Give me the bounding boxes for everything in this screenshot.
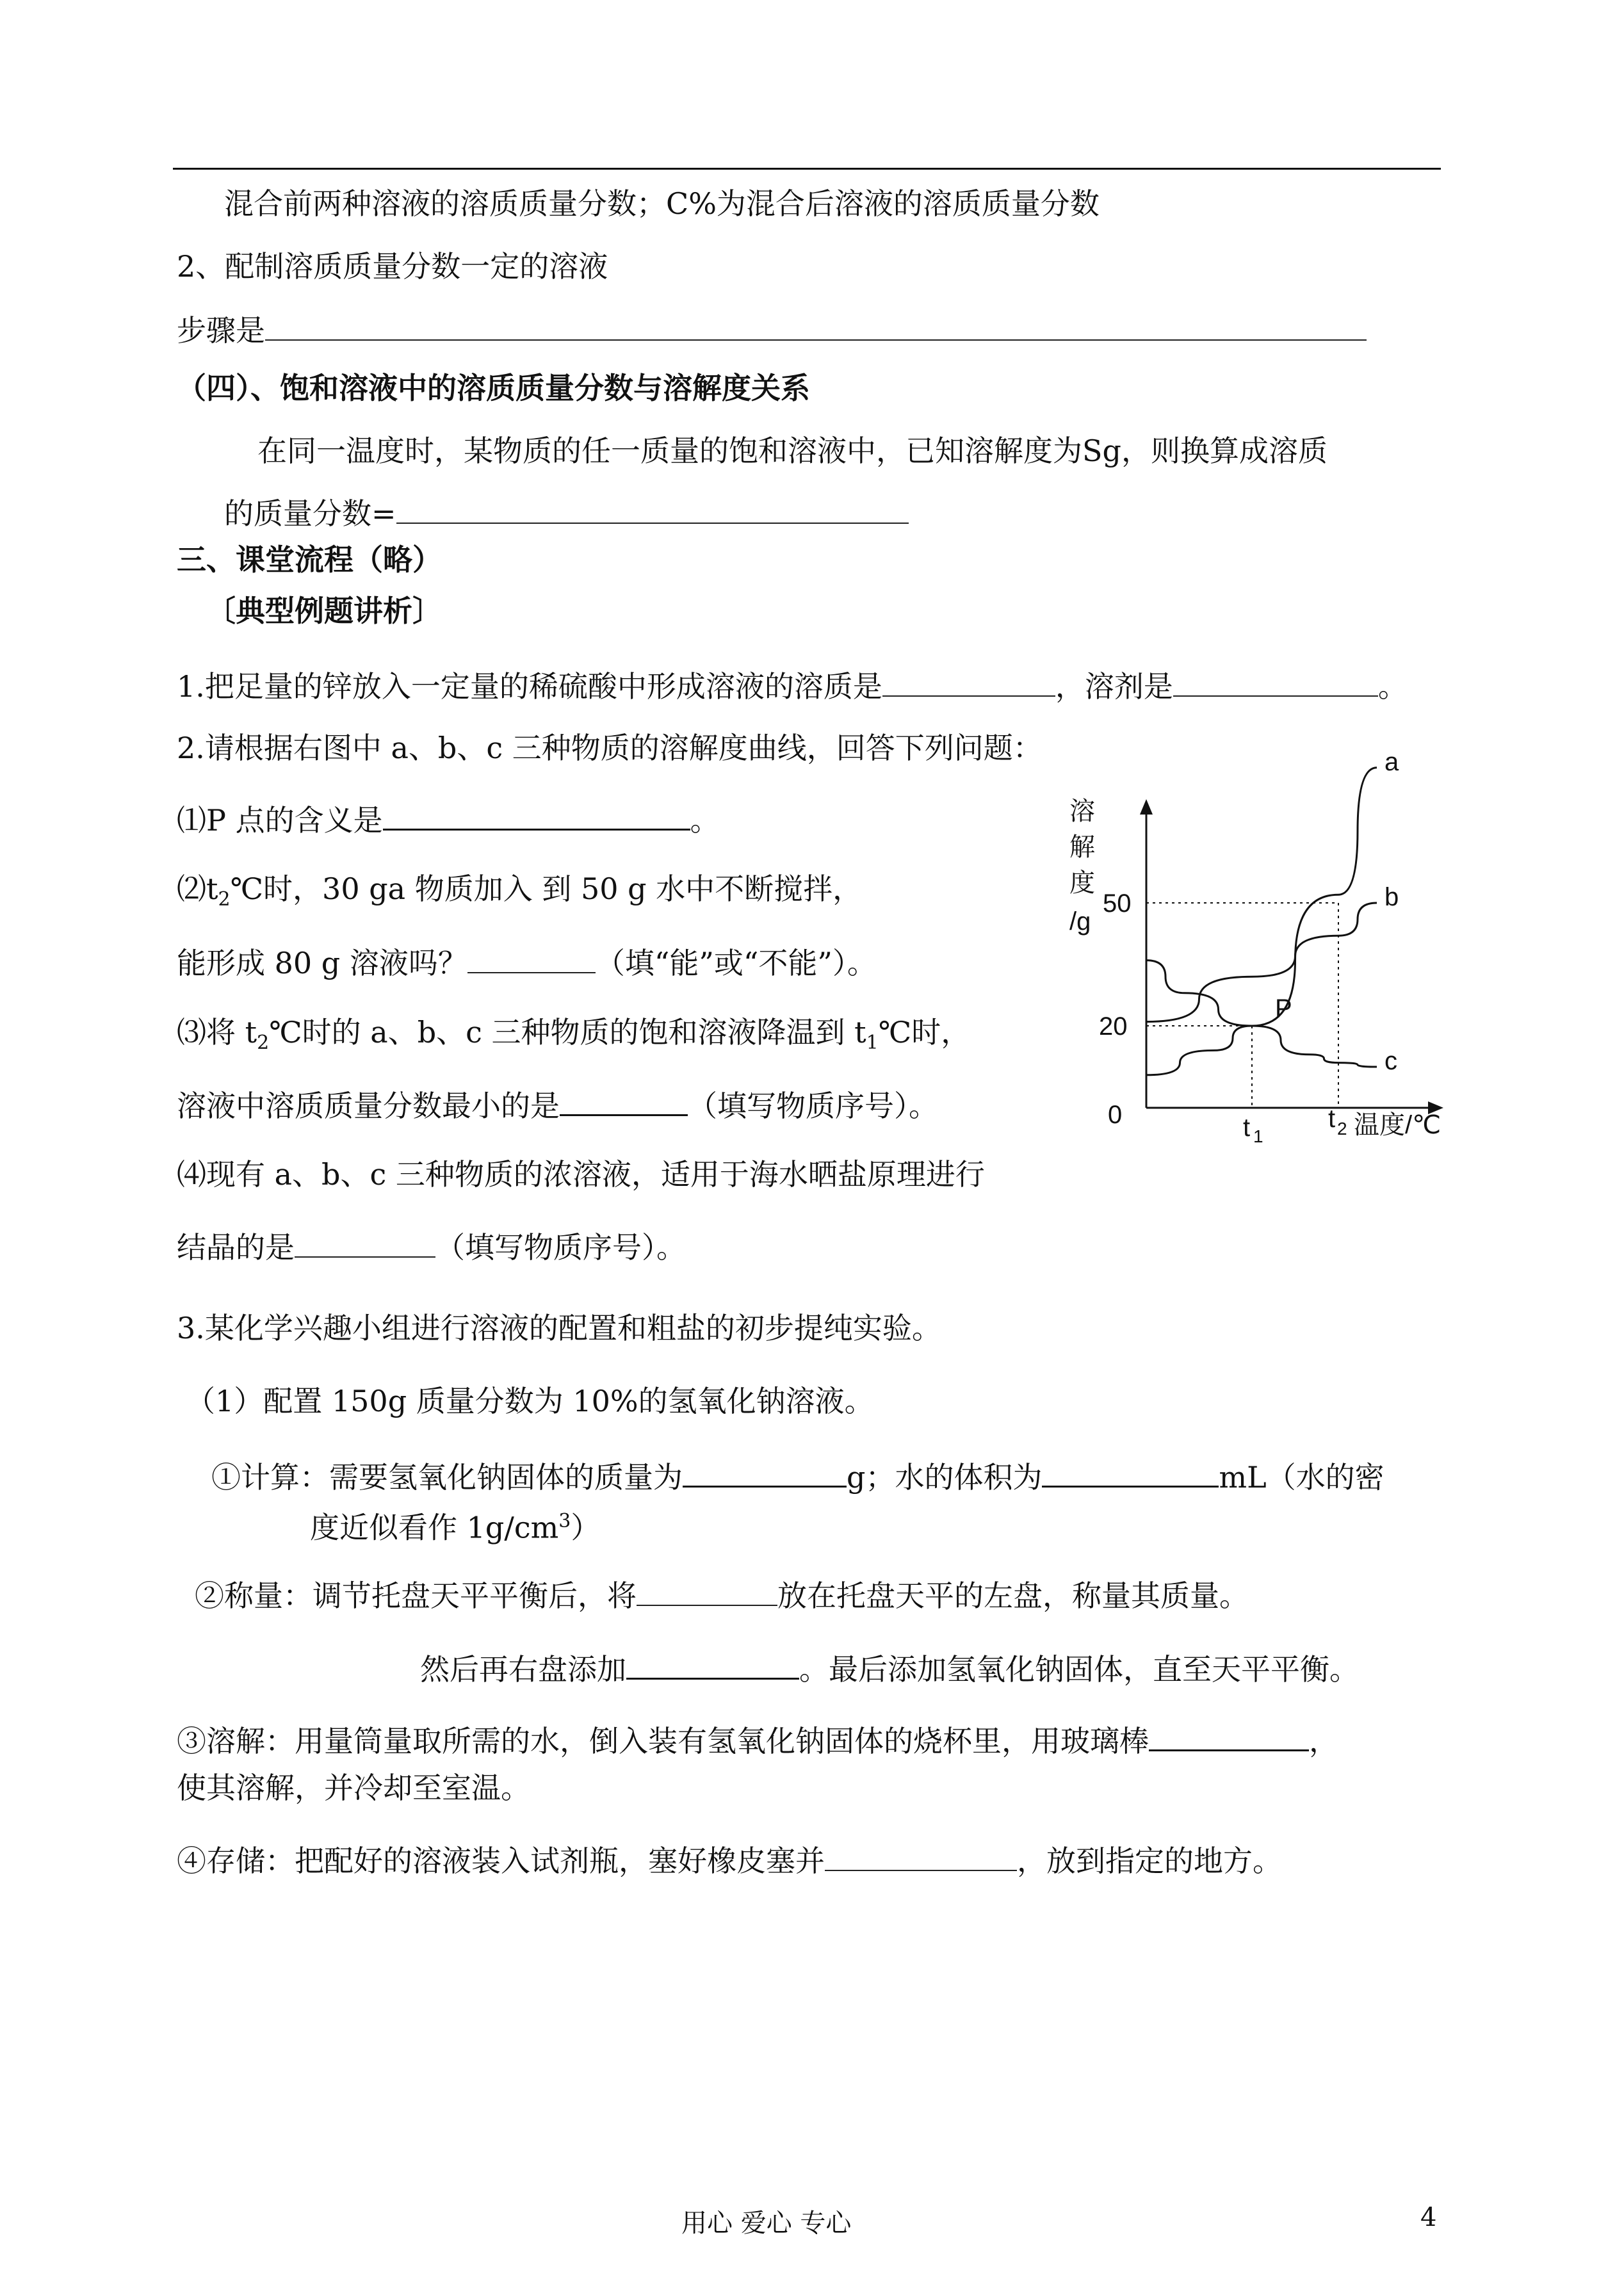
q1-solvent-blank[interactable] [1173,667,1378,697]
curve-label-c: c [1384,1047,1397,1075]
page-number: 4 [1420,2203,1437,2232]
mass-fraction-blank[interactable] [396,494,909,524]
q3-dissolve: ③溶解：用量筒量取所需的水，倒入装有氢氧化钠固体的烧杯里，用玻璃棒 ， [177,1721,1338,1759]
y-tick-label: 50 [1103,889,1132,918]
intro-line-2: 2、配制溶质质量分数一定的溶液 [177,249,608,284]
footer-motto: 用心 爱心 专心 [681,2209,852,2238]
q2-sub-2: $⑵t_2℃$时，30 ga 物质加入 到 50 g 水中不断搅拌， [177,872,863,911]
q2-sub-4-cont: 结晶的是 （填写物质序号）。 [177,1228,686,1265]
x-tick-t1-sub: 1 [1253,1126,1263,1146]
q3-label-blank[interactable] [825,1842,1017,1871]
y-tick-label: 20 [1099,1012,1128,1041]
q3-weigh-item-blank[interactable] [637,1577,777,1606]
q2-can-form-blank[interactable] [467,944,596,973]
x-axis-label: 温度/℃ [1354,1111,1441,1139]
y-axis-label-char: 度 [1069,869,1095,897]
section4-para-1: 在同一温度时，某物质的任一质量的饱和溶液中，已知溶解度为Sg，则换算成溶质 [257,434,1328,468]
y-tick-label: 0 [1108,1101,1123,1129]
q3-weigh: ②称量：调节托盘天平平衡后，将 放在托盘天平的左盘，称量其质量。 [195,1577,1249,1614]
q1-solute-blank[interactable] [882,667,1055,697]
q2-sub-4: ⑷现有 a、b、c 三种物质的浓溶液，适用于海水晒盐原理进行 [177,1157,985,1192]
q2-smallest-fraction-blank[interactable] [560,1086,688,1116]
q2-crystallize-blank[interactable] [295,1228,435,1258]
q3-calc-cont: 度近似看作 $1g/cm^3$） [310,1510,601,1545]
curve-label-b: b [1384,883,1399,911]
solubility-chart [1063,747,1460,1153]
curve-label-a: a [1384,747,1399,776]
steps-blank[interactable] [265,311,1367,341]
question-2-stem: 2.请根据右图中 a、b、c 三种物质的溶解度曲线，回答下列问题： [177,731,1043,765]
y-axis-arrow [1140,799,1153,815]
header-rule [173,168,1441,170]
q3-right-pan-blank[interactable] [626,1650,799,1680]
x-tick-t2-sub: 2 [1337,1119,1347,1139]
y-axis-label-char: 溶 [1069,797,1095,825]
question-1: 1.把足量的锌放入一定量的稀硫酸中形成溶液的溶质是 ，溶剂是 。 [177,667,1408,704]
q3-weigh-cont: 然后再右盘添加 。最后添加氢氧化钠固体，直至天平平衡。 [420,1650,1359,1687]
curve-b [1146,903,1377,1022]
intro-line-1: 混合前两种溶液的溶质质量分数；C%为混合后溶液的溶质质量分数 [224,186,1100,221]
q2-sub-1: ⑴P 点的含义是 。 [177,800,720,838]
q2-p-meaning-blank[interactable] [383,800,690,831]
question-3-stem: 3.某化学兴趣小组进行溶液的配置和粗盐的初步提纯实验。 [177,1311,941,1345]
section4-heading: （四）、饱和溶液中的溶质质量分数与溶解度关系 [177,371,810,405]
q3-dissolve-cont: 使其溶解，并冷却至室温。 [177,1771,530,1805]
q3-calc: ①计算：需要氢氧化钠固体的质量为 g；水的体积为 mL（水的密 [211,1457,1384,1495]
x-tick-t2: t [1328,1105,1336,1133]
steps-line: 步骤是 [177,311,1367,348]
q3-store: ④存储：把配好的溶液装入试剂瓶，塞好橡皮塞并 ，放到指定的地方。 [177,1842,1282,1879]
q3-naoh-mass-blank[interactable] [683,1457,847,1488]
q3-part-1: （1）配置 150g 质量分数为 10%的氢氧化钠溶液。 [186,1384,874,1418]
section3-subheading: 〔典型例题讲析〕 [206,594,442,628]
q2-sub-2-cont: 能形成 80 g 溶液吗？ （填“能”或“不能”）。 [177,944,877,981]
q3-stir-blank[interactable] [1149,1721,1309,1751]
point-p-label: P [1275,994,1292,1023]
curve-a [1146,768,1377,1075]
q2-sub-3-cont: 溶液中溶质质量分数最小的是 （填写物质序号）。 [177,1086,938,1124]
y-axis-label-char: 解 [1069,833,1095,861]
y-axis-label-unit: /g [1069,907,1091,936]
q2-sub-3: ⑶将 $t_2℃$时的 a、b、c 三种物质的饱和溶液降温到 $t_1℃$时， [177,1015,971,1055]
section4-para-2: 的质量分数= [224,494,909,531]
section3-heading: 三、课堂流程（略） [177,542,442,577]
q3-water-volume-blank[interactable] [1042,1457,1219,1488]
x-tick-t1: t [1243,1114,1251,1142]
